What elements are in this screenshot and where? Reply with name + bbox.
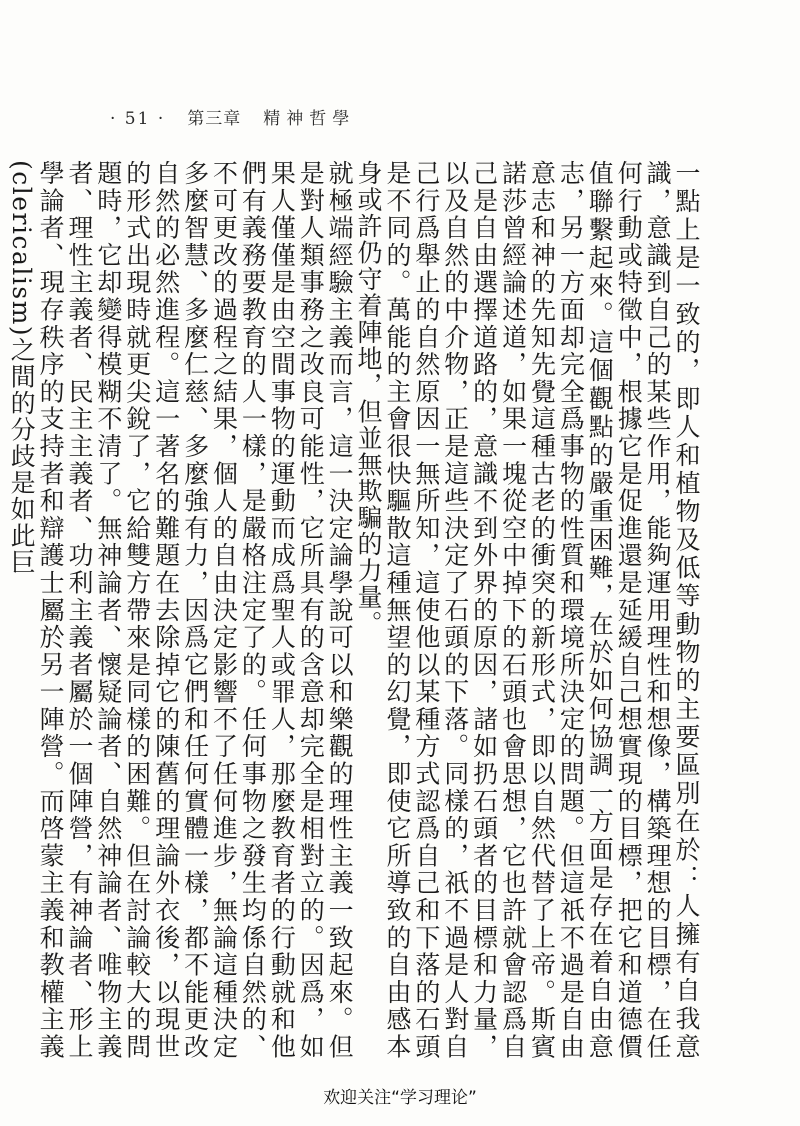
vertical-body-text [7,160,701,1060]
chapter-title: 精神哲學 [263,109,356,129]
chapter-label: 第三章 [187,109,242,129]
page-number: · 51 · [110,109,166,129]
footer-note: 欢迎关注“学习理论” [323,1088,477,1108]
paragraph: 就極端經驗主義而言，這一決定論學說可以和樂觀的理性主義一致起來。但是對人類事務之改良可能性，它所具有的含意却完全是相對立的。因爲，如果人僅僅是由空間事物的運動而成爲聖人或罪人，那麼教育者的行動就和他們有義務要教育的人一樣，是嚴格注定了的。任何事物之發生均係自然的、不可更改的過程之結果，個人的自由決定影響不了任何進步，無論這種決定多麼智慧、多麼仁慈、多麼強有力，因爲它們和任何實體一樣，都不能更改自然的必然進程。這一著名的難題在去除掉它的陳舊的理論外衣後，以現世的形式出現時就更尖銳了，它給雙方帶來是同樣的困難。但在討論較大的問題時，它却變得模糊不清了。無神論者、懷疑論者、自然神論者、唯物主義者、理性主義者、民主主義者、功利主義者屬於一個陣營，有神論者、形上學論者、現存秩序的支持者和辯護士屬於另一陣營。而啓蒙主義和教權主義(clericalism)之間的分歧是如此巨 [7,160,355,1060]
paragraph: 一點上是一致的，即人和植物及低等動物的主要區別在於：人擁有自我意識，意識到自己的某些作用，能夠運用理性和想像，構築理想的目標，在任何行動或特徵中，根據它是促進還是延緩自己想實現的目標，把它和道德價值聯繫起來。這個觀點的嚴重困難，在於如何協調一方面是存在着自由意志，另一方面却完全爲事物的性質和環境所決定的問題。但這祇不過是自由意志和神的先知先覺這種古老的衝突的新形式，即以自然代替了上帝。斯賓諾莎曾經論述道，如果一塊從空中掉下的石頭也會思想，它也許就會認爲自己是自由選擇道路的，意識不到外界的原因，諸如扔石頭者的目標和力量，以及自然的中介物，正是這些決定了石頭的下落。同樣的，祇不過是人對自己行爲舉止的自然原因一無所知，這使他以某種方式認爲自己和下落的石頭是不同的。萬能的主會很快驅散這種無望的幻覺，即使它所導致的自由感本身或許仍守着陣地，但並無欺騙的力量。 [354,160,701,1060]
running-header [110,104,355,129]
